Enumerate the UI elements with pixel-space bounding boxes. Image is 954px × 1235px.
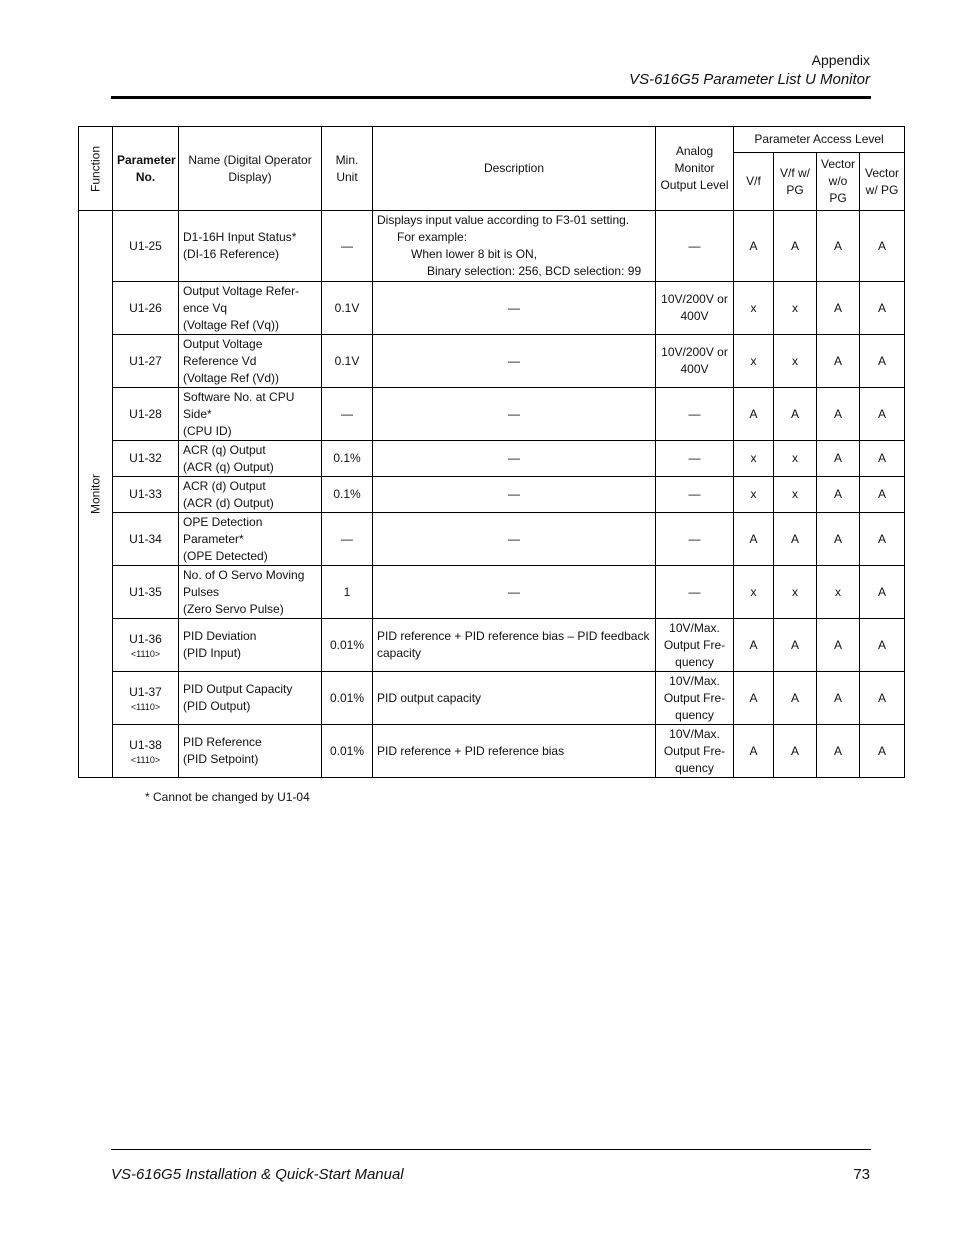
access-vector-pg-cell: A [860,725,905,778]
access-vf-pg-cell: x [774,335,817,388]
footer-manual-title: VS-616G5 Installation & Quick-Start Manual [111,1166,404,1183]
footnote: * Cannot be changed by U1-04 [145,790,310,804]
function-group-cell: Monitor [79,211,113,778]
param-no-cell: U1-36 <1110> [113,619,179,672]
analog-level-cell: 10V/Max. Output Fre-quency [656,672,734,725]
footer-rule [111,1149,871,1150]
table-row [79,282,905,335]
parameter-table [78,126,905,778]
param-name-cell: Output Voltage Refer- ence Vq (Voltage Ref (Vq)) [179,282,322,335]
header-vector-pg: Vector w/ PG [860,153,905,211]
access-vector-wo-pg-cell: A [817,513,860,566]
param-name-cell: ACR (q) Output (ACR (q) Output) [179,441,322,477]
access-vf-cell: x [734,335,774,388]
access-vf-cell: x [734,477,774,513]
analog-level-cell: 10V/Max. Output Fre-quency [656,619,734,672]
access-vf-cell: A [734,619,774,672]
access-vf-cell: A [734,388,774,441]
analog-level-cell: 10V/200V or 400V [656,282,734,335]
param-name-cell: PID Reference (PID Setpoint) [179,725,322,778]
description-cell: — [373,566,656,619]
min-unit-cell: — [322,388,373,441]
header-description: Description [373,127,656,211]
description-cell: — [373,513,656,566]
param-no-cell: U1-25 [113,211,179,282]
access-vf-pg-cell: x [774,566,817,619]
param-name-cell: OPE Detection Parameter* (OPE Detected) [179,513,322,566]
param-no-cell: U1-26 [113,282,179,335]
param-no-cell: U1-28 [113,388,179,441]
access-vf-pg-cell: A [774,211,817,282]
table-row [79,335,905,388]
description-cell: — [373,441,656,477]
access-vf-pg-cell: A [774,388,817,441]
header-analog-level: Analog Monitor Output Level [656,127,734,211]
access-vector-pg-cell: A [860,282,905,335]
access-vf-pg-cell: A [774,725,817,778]
header-title: VS-616G5 Parameter List U Monitor [629,71,870,88]
min-unit-cell: 0.1V [322,335,373,388]
param-sub-label: <1110> [130,701,161,712]
access-vector-pg-cell: A [860,672,905,725]
access-vf-pg-cell: x [774,477,817,513]
table-header [79,127,905,211]
table-row [79,211,905,282]
param-name-cell: PID Output Capacity (PID Output) [179,672,322,725]
analog-level-cell: — [656,566,734,619]
param-no-cell: U1-33 [113,477,179,513]
description-cell: — [373,282,656,335]
description-cell: — [373,477,656,513]
table-row [79,566,905,619]
access-vector-wo-pg-cell: A [817,388,860,441]
analog-level-cell: 10V/Max. Output Fre-quency [656,725,734,778]
description-cell: Displays input value according to F3-01 setting. For example: When lower 8 bit is ON, Binary selection: 256, BCD selection: 99 [373,211,656,282]
table-body [79,211,905,778]
table-row [79,725,905,778]
access-vf-cell: A [734,211,774,282]
analog-level-cell: — [656,513,734,566]
analog-level-cell: — [656,211,734,282]
header-section: Appendix [811,52,870,68]
access-vector-pg-cell: A [860,335,905,388]
header-access-level: Parameter Access Level [734,127,905,153]
access-vector-pg-cell: A [860,441,905,477]
access-vf-pg-cell: A [774,619,817,672]
analog-level-cell: — [656,388,734,441]
param-sub-label: <1110> [130,648,161,659]
table-row [79,388,905,441]
table-row [79,672,905,725]
access-vector-wo-pg-cell: x [817,566,860,619]
min-unit-cell: — [322,513,373,566]
description-cell: PID reference + PID reference bias – PID feedback capacity [373,619,656,672]
header-name: Name (Digital Operator Display) [179,127,322,211]
access-vector-wo-pg-cell: A [817,725,860,778]
access-vector-wo-pg-cell: A [817,335,860,388]
header-min-unit: Min. Unit [322,127,373,211]
min-unit-cell: 0.01% [322,619,373,672]
access-vf-cell: A [734,725,774,778]
access-vector-pg-cell: A [860,477,905,513]
param-name-cell: D1-16H Input Status* (DI-16 Reference) [179,211,322,282]
header-vf: V/f [734,153,774,211]
access-vf-cell: A [734,672,774,725]
param-no-cell: U1-32 [113,441,179,477]
table-row [79,619,905,672]
table-row [79,477,905,513]
param-no-cell: U1-34 [113,513,179,566]
param-name-cell: Software No. at CPU Side* (CPU ID) [179,388,322,441]
param-no-cell: U1-35 [113,566,179,619]
description-cell: PID reference + PID reference bias [373,725,656,778]
min-unit-cell: 0.1% [322,441,373,477]
param-sub-label: <1110> [130,754,161,765]
min-unit-cell: 0.01% [322,672,373,725]
min-unit-cell: 1 [322,566,373,619]
param-no-cell: U1-27 [113,335,179,388]
min-unit-cell: 0.1V [322,282,373,335]
access-vector-wo-pg-cell: A [817,477,860,513]
access-vf-pg-cell: x [774,282,817,335]
description-cell: PID output capacity [373,672,656,725]
access-vector-wo-pg-cell: A [817,619,860,672]
param-no-cell: U1-37 <1110> [113,672,179,725]
header-param-no: Parameter No. [113,127,179,211]
access-vf-pg-cell: A [774,672,817,725]
param-name-cell: PID Deviation (PID Input) [179,619,322,672]
param-name-cell: No. of O Servo Moving Pulses (Zero Servo Pulse) [179,566,322,619]
min-unit-cell: 0.1% [322,477,373,513]
table-row [79,513,905,566]
param-name-cell: ACR (d) Output (ACR (d) Output) [179,477,322,513]
min-unit-cell: — [322,211,373,282]
access-vf-cell: x [734,441,774,477]
header-vf-pg: V/f w/ PG [774,153,817,211]
header-function: Function [79,127,113,211]
header-rule [111,96,871,99]
access-vector-pg-cell: A [860,211,905,282]
header-vector-wo-pg: Vector w/o PG [817,153,860,211]
access-vf-cell: x [734,282,774,335]
param-name-cell: Output Voltage Reference Vd (Voltage Ref (Vd)) [179,335,322,388]
access-vector-wo-pg-cell: A [817,441,860,477]
description-cell: — [373,335,656,388]
access-vf-cell: x [734,566,774,619]
page-number: 73 [853,1166,870,1183]
analog-level-cell: 10V/200V or 400V [656,335,734,388]
access-vf-pg-cell: A [774,513,817,566]
access-vector-wo-pg-cell: A [817,672,860,725]
access-vector-wo-pg-cell: A [817,211,860,282]
access-vf-cell: A [734,513,774,566]
access-vector-pg-cell: A [860,388,905,441]
analog-level-cell: — [656,477,734,513]
table-row [79,441,905,477]
access-vf-pg-cell: x [774,441,817,477]
min-unit-cell: 0.01% [322,725,373,778]
analog-level-cell: — [656,441,734,477]
param-no-cell: U1-38 <1110> [113,725,179,778]
access-vector-pg-cell: A [860,513,905,566]
access-vector-pg-cell: A [860,619,905,672]
access-vector-pg-cell: A [860,566,905,619]
access-vector-wo-pg-cell: A [817,282,860,335]
description-cell: — [373,388,656,441]
